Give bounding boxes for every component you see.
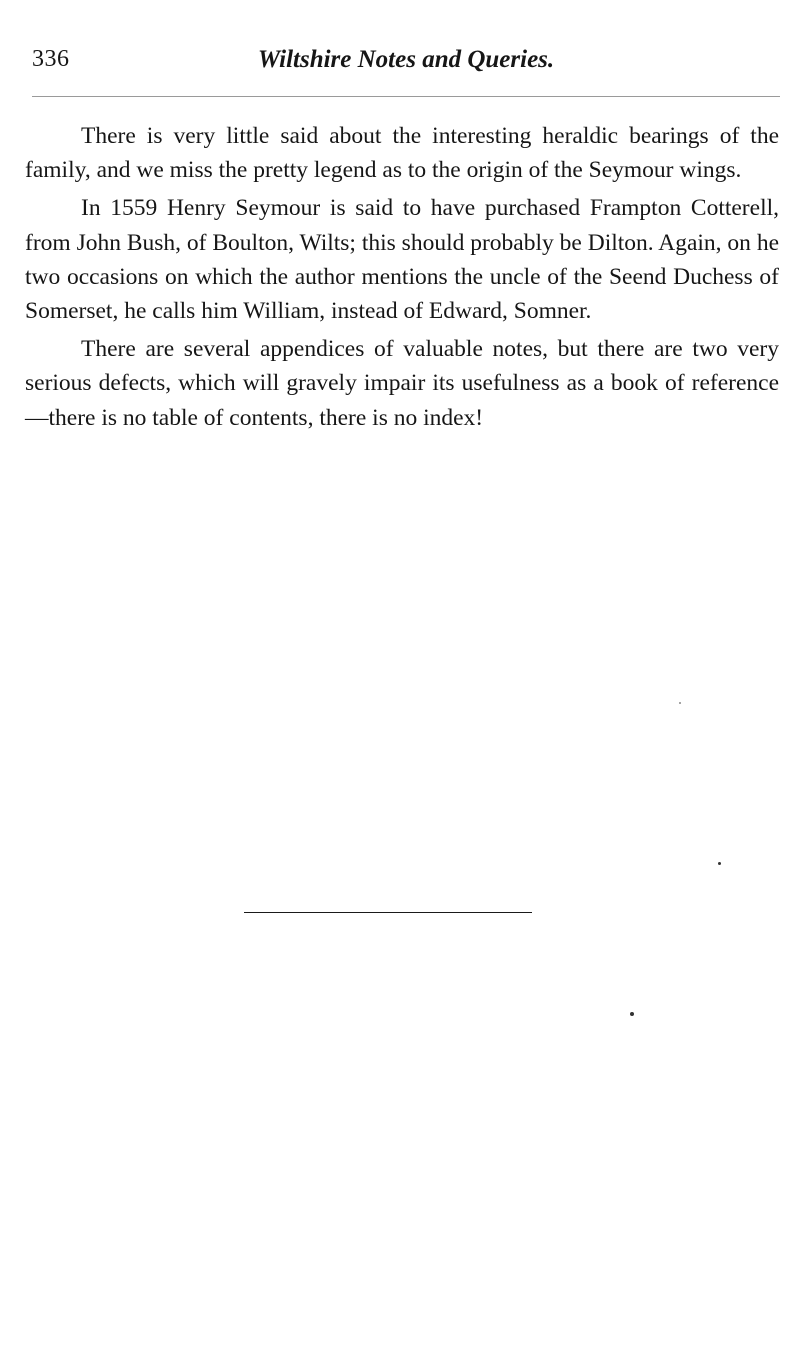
- page-number: 336: [32, 46, 70, 72]
- end-rule: [244, 912, 532, 913]
- paragraph-henry-seymour: In 1559 Henry Seymour is said to have purchased Frampton Cotterell, from John Bush, of Boulton, Wilts; this should probably be Dilton. Again, on he two occasions on which the author mentions the uncle of the Seend Duchess of Somerset, he calls him William, instead of Edward, Somner.: [25, 195, 779, 325]
- paragraph-appendices: There are several appendices of valuable notes, but there are two very serious defects, which will gravely impair its usefulness as a book of reference—there is no table of contents, there is no index!: [25, 336, 779, 431]
- scan-speck: [679, 702, 681, 704]
- body-text: [25, 119, 779, 439]
- header-rule: [32, 96, 780, 97]
- running-title: Wiltshire Notes and Queries.: [257, 46, 555, 73]
- page-header: [32, 46, 780, 82]
- scan-speck: [630, 1012, 634, 1016]
- paragraph-heraldic-bearings: There is very little said about the interesting heraldic bearings of the family, and we miss the pretty legend as to the origin of the Seymour wings.: [25, 123, 779, 184]
- scan-speck: [718, 862, 721, 865]
